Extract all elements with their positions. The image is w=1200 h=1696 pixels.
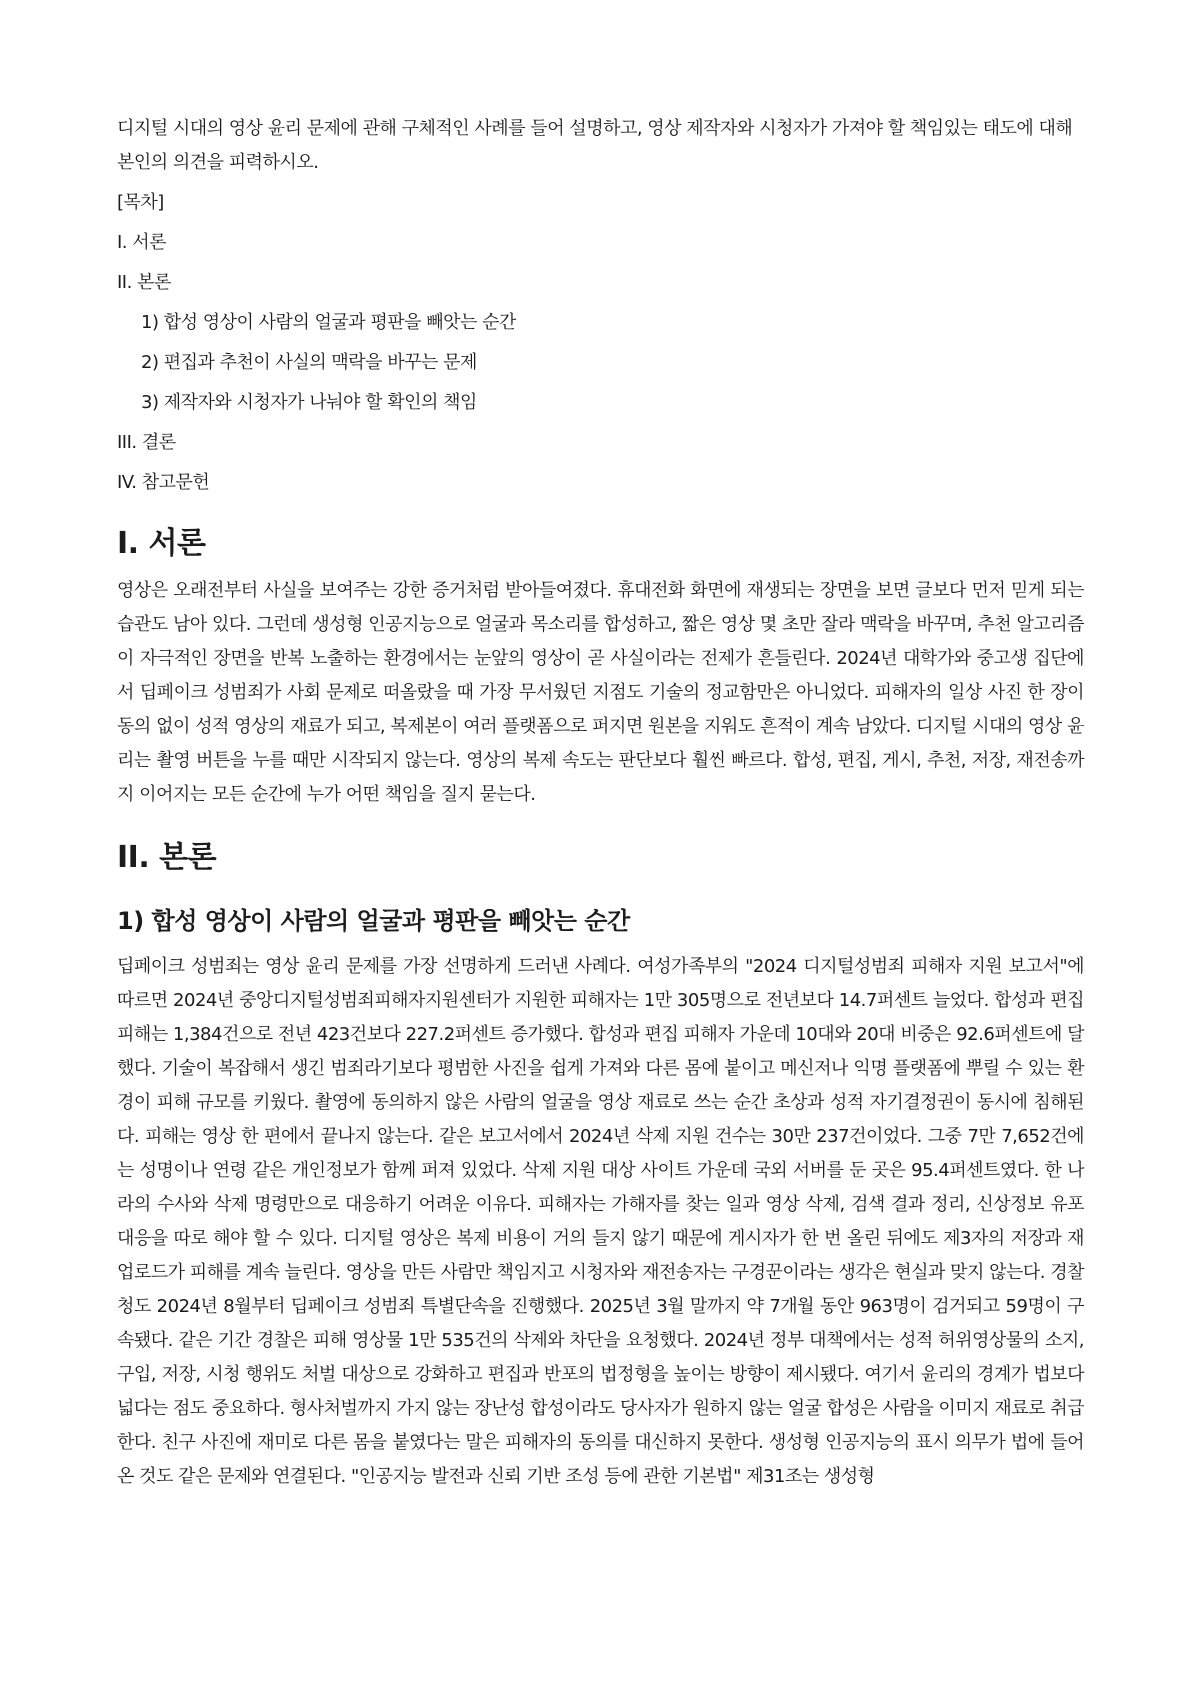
intro-paragraph: 영상은 오래전부터 사실을 보여주는 강한 증거처럼 받아들여졌다. 휴대전화 화면에 재생되는 장면을 보면 글보다 먼저 믿게 되는 습관도 남아 있다. 그런데 생성형 인공지능으로 얼굴과 목소리를 합성하고, 짧은 영상 몇 초만 잘라 맥락을 바꾸며, 추천 알고리즘이 자극적인 장면을 반복 노출하는 환경에서는 눈앞의 영상이 곧 사실이라는 전제가 흔들린다. 2024년 대학가와 중고생 집단에서 딥페이크 성범죄가 사회 문제로 떠올랐을 때 가장 무서웠던 지점도 기술의 정교함만은 아니었다. 피해자의 일상 사진 한 장이 동의 없이 성적 영상의 재료가 되고, 복제본이 여러 플랫폼으로 퍼지면 원본을 지워도 흔적이 계속 남았다. 디지털 시대의 영상 윤리는 촬영 버튼을 누를 때만 시작되지 않는다. 영상의 복제 속도는 판단보다 훨씬 빠르다. 합성, 편집, 게시, 추천, 저장, 재전송까지 이어지는 모든 순간에 누가 어떤 책임을 질지 묻는다. [117, 580, 1084, 805]
main-heading: II. 본론 [117, 840, 217, 875]
toc-item-conclusion: III. 결론 [117, 432, 176, 453]
intro-heading: I. 서론 [117, 526, 206, 561]
toc-item-references: IV. 참고문헌 [117, 472, 210, 493]
toc-item-main-3: 3) 제작자와 시청자가 나눠야 할 확인의 책임 [141, 392, 477, 413]
toc-item-intro: I. 서론 [117, 232, 167, 253]
essay-question: 디지털 시대의 영상 윤리 문제에 관해 구체적인 사례를 들어 설명하고, 영상 제작자와 시청자가 가져야 할 책임있는 태도에 대해 본인의 의견을 피력하시오. [117, 118, 1073, 173]
section-1-heading: 1) 합성 영상이 사람의 얼굴과 평판을 빼앗는 순간 [117, 907, 630, 935]
toc-heading: [목차] [117, 192, 164, 213]
toc-item-main-1: 1) 합성 영상이 사람의 얼굴과 평판을 빼앗는 순간 [141, 312, 516, 333]
section-1-paragraph: 딥페이크 성범죄는 영상 윤리 문제를 가장 선명하게 드러낸 사례다. 여성가족부의 "2024 디지털성범죄 피해자 지원 보고서"에 따르면 2024년 중앙디지털성범죄피해자지원센터가 지원한 피해자는 1만 305명으로 전년보다 14.7퍼센트 늘었다. 합성과 편집 피해는 1,384건으로 전년 423건보다 227.2퍼센트 증가했다. 합성과 편집 피해자 가운데 10대와 20대 비중은 92.6퍼센트에 달했다. 기술이 복잡해서 생긴 범죄라기보다 평범한 사진을 쉽게 가져와 다른 몸에 붙이고 메신저나 익명 플랫폼에 뿌릴 수 있는 환경이 피해 규모를 키웠다. 촬영에 동의하지 않은 사람의 얼굴을 영상 재료로 쓰는 순간 초상과 성적 자기결정권이 동시에 침해된다. 피해는 영상 한 편에서 끝나지 않는다. 같은 보고서에서 2024년 삭제 지원 건수는 30만 237건이었다. 그중 7만 7,652건에는 성명이나 연령 같은 개인정보가 함께 퍼져 있었다. 삭제 지원 대상 사이트 가운데 국외 서버를 둔 곳은 95.4퍼센트였다. 한 나라의 수사와 삭제 명령만으로 대응하기 어려운 이유다. 피해자는 가해자를 찾는 일과 영상 삭제, 검색 결과 정리, 신상정보 유포 대응을 따로 해야 할 수 있다. 디지털 영상은 복제 비용이 거의 들지 않기 때문에 게시자가 한 번 올린 뒤에도 제3자의 저장과 재업로드가 피해를 계속 늘린다. 영상을 만든 사람만 책임지고 시청자와 재전송자는 구경꾼이라는 생각은 현실과 맞지 않는다. 경찰청도 2024년 8월부터 딥페이크 성범죄 특별단속을 진행했다. 2025년 3월 말까지 약 7개월 동안 963명이 검거되고 59명이 구속됐다. 같은 기간 경찰은 피해 영상물 1만 535건의 삭제와 차단을 요청했다. 2024년 정부 대책에서는 성적 허위영상물의 소지, 구입, 저장, 시청 행위도 처벌 대상으로 강화하고 편집과 반포의 법정형을 높이는 방향이 제시됐다. 여기서 윤리의 경계가 법보다 넓다는 점도 중요하다. 형사처벌까지 가지 않는 장난성 합성이라도 당사자가 원하지 않는 얼굴 합성은 사람을 이미지 재료로 취급한다. 친구 사진에 재미로 다른 몸을 붙였다는 말은 피해자의 동의를 대신하지 못한다. 생성형 인공지능의 표시 의무가 법에 들어온 것도 같은 문제와 연결된다. "인공지능 발전과 신뢰 기반 조성 등에 관한 기본법" 제31조는 생성형 [117, 956, 1085, 1487]
table-of-contents [117, 188, 1084, 498]
toc-item-main-2: 2) 편집과 추천이 사실의 맥락을 바꾸는 문제 [141, 352, 477, 373]
toc-item-main: II. 본론 [117, 272, 171, 293]
